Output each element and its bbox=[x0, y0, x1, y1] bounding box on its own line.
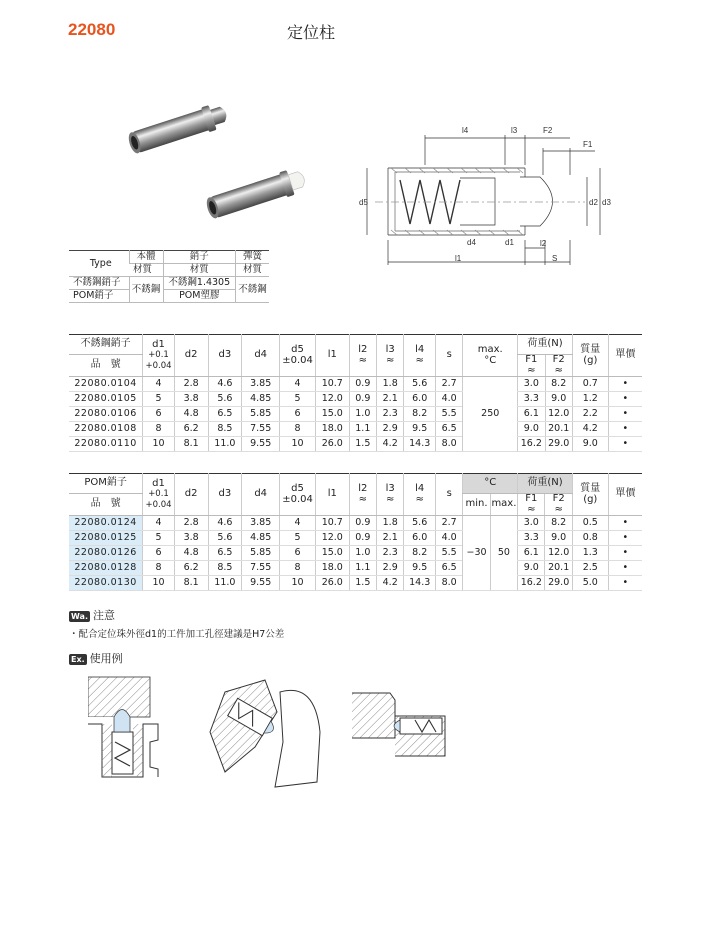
cell-g: 5.0 bbox=[572, 576, 608, 591]
dim-l2: l2 bbox=[540, 239, 547, 248]
t2-header-d1: d1 +0.1 +0.04 bbox=[143, 474, 175, 516]
cell-d1: 4 bbox=[143, 516, 175, 531]
cell-d5: 10 bbox=[280, 576, 316, 591]
t1-header-l1: l1 bbox=[315, 335, 349, 377]
example-title: 使用例 bbox=[89, 652, 123, 665]
cell-l4: 5.6 bbox=[404, 516, 436, 531]
table-row bbox=[69, 516, 642, 531]
dim-d3: d3 bbox=[602, 198, 611, 207]
page-title: 定位柱 bbox=[287, 23, 336, 42]
cell-d1: 8 bbox=[143, 561, 175, 576]
mat-body: 不銹鋼 bbox=[129, 277, 163, 303]
mat-header-type: Type bbox=[69, 251, 129, 277]
cell-F2: 8.2 bbox=[545, 516, 572, 531]
cell-l2: 0.9 bbox=[349, 516, 376, 531]
cell-temp-min: −30 bbox=[463, 516, 490, 591]
cell-d2: 4.8 bbox=[174, 546, 208, 561]
cell-g: 0.8 bbox=[572, 531, 608, 546]
product-photo-pom bbox=[198, 160, 318, 225]
cell-l1: 26.0 bbox=[315, 576, 349, 591]
cell-F1: 9.0 bbox=[518, 561, 545, 576]
cell-g: 9.0 bbox=[572, 437, 608, 452]
t2-header-l4: l4 ≈ bbox=[404, 474, 436, 516]
cell-p: • bbox=[608, 392, 642, 407]
t2-header-l1: l1 bbox=[315, 474, 349, 516]
t1-header-pin: 不銹鋼銷子 bbox=[69, 335, 143, 355]
cell-d5: 6 bbox=[280, 407, 316, 422]
cell-l3: 4.2 bbox=[377, 437, 404, 452]
cell-s: 4.0 bbox=[435, 531, 462, 546]
mat-type-steel: 不銹鋼銷子 bbox=[69, 277, 129, 290]
cell-l1: 18.0 bbox=[315, 422, 349, 437]
t2-header-d2: d2 bbox=[174, 474, 208, 516]
t2-header-c: °C bbox=[463, 474, 518, 494]
cell-s: 2.7 bbox=[435, 516, 462, 531]
t1-header-d3: d3 bbox=[208, 335, 242, 377]
cell-g: 1.2 bbox=[572, 392, 608, 407]
t2-header-min: min. bbox=[463, 494, 490, 516]
cell-d3: 4.6 bbox=[208, 377, 242, 392]
cell-l3: 4.2 bbox=[377, 576, 404, 591]
cell-F2: 9.0 bbox=[545, 392, 572, 407]
cell-pn: 22080.0124 bbox=[69, 516, 143, 531]
cell-d2: 2.8 bbox=[174, 516, 208, 531]
cell-d4: 5.85 bbox=[242, 546, 280, 561]
cell-l1: 12.0 bbox=[315, 531, 349, 546]
cell-d4: 3.85 bbox=[242, 516, 280, 531]
cell-l2: 1.1 bbox=[349, 422, 376, 437]
cell-d4: 9.55 bbox=[242, 437, 280, 452]
t2-header-pin: POM銷子 bbox=[69, 474, 143, 494]
t1-header-d1: d1 +0.1 +0.04 bbox=[143, 335, 175, 377]
cell-p: • bbox=[608, 377, 642, 392]
cell-pn: 22080.0105 bbox=[69, 392, 143, 407]
table-row bbox=[69, 561, 642, 576]
cell-s: 8.0 bbox=[435, 576, 462, 591]
cell-l3: 1.8 bbox=[377, 516, 404, 531]
cell-d4: 5.85 bbox=[242, 407, 280, 422]
dim-s: S bbox=[552, 254, 558, 263]
mat-type-pom: POM銷子 bbox=[69, 290, 129, 303]
cell-d1: 4 bbox=[143, 377, 175, 392]
cell-F1: 9.0 bbox=[518, 422, 545, 437]
example-tag: Ex. bbox=[71, 655, 85, 664]
cell-l4: 9.5 bbox=[404, 422, 436, 437]
note-text: ・配合定位珠外徑d1的工件加工孔徑建議是H7公差 bbox=[69, 629, 285, 640]
cell-l1: 18.0 bbox=[315, 561, 349, 576]
cell-F1: 16.2 bbox=[518, 437, 545, 452]
cell-l3: 2.3 bbox=[377, 407, 404, 422]
cell-F2: 29.0 bbox=[545, 437, 572, 452]
cell-d1: 5 bbox=[143, 531, 175, 546]
cell-F1: 3.0 bbox=[518, 377, 545, 392]
cell-p: • bbox=[608, 437, 642, 452]
dim-d4: d4 bbox=[467, 238, 476, 247]
note-heading bbox=[69, 607, 115, 623]
t2-header-d5: d5 ±0.04 bbox=[280, 474, 316, 516]
cell-F2: 12.0 bbox=[545, 546, 572, 561]
table-row bbox=[69, 437, 642, 452]
cell-s: 2.7 bbox=[435, 377, 462, 392]
dim-l3: l3 bbox=[511, 126, 518, 135]
t1-header-l3: l3 ≈ bbox=[377, 335, 404, 377]
cell-s: 5.5 bbox=[435, 407, 462, 422]
usage-example-2 bbox=[205, 672, 325, 792]
usage-example-3 bbox=[350, 688, 460, 758]
t2-header-max: max. bbox=[490, 494, 517, 516]
mat-pin-pom: POM塑膠 bbox=[163, 290, 235, 303]
spec-table-pom bbox=[69, 473, 642, 591]
cell-F2: 8.2 bbox=[545, 377, 572, 392]
cell-F1: 6.1 bbox=[518, 407, 545, 422]
dim-d5: d5 bbox=[359, 198, 368, 207]
cell-d3: 6.5 bbox=[208, 407, 242, 422]
cell-l2: 1.5 bbox=[349, 437, 376, 452]
cell-d2: 2.8 bbox=[174, 377, 208, 392]
cell-pn: 22080.0126 bbox=[69, 546, 143, 561]
dim-F1: F1 bbox=[583, 140, 593, 149]
dim-F2: F2 bbox=[543, 126, 553, 135]
cell-l4: 8.2 bbox=[404, 546, 436, 561]
cell-l2: 1.0 bbox=[349, 546, 376, 561]
product-code: 22080 bbox=[68, 20, 116, 39]
spec-table-steel bbox=[69, 334, 642, 452]
cell-d2: 8.1 bbox=[174, 437, 208, 452]
cell-l4: 14.3 bbox=[404, 437, 436, 452]
cell-g: 2.5 bbox=[572, 561, 608, 576]
cell-p: • bbox=[608, 531, 642, 546]
mat-header-pin: 銷子 bbox=[163, 251, 235, 264]
dim-l4: l4 bbox=[462, 126, 469, 135]
cell-l4: 6.0 bbox=[404, 392, 436, 407]
cell-l4: 5.6 bbox=[404, 377, 436, 392]
cell-F2: 20.1 bbox=[545, 422, 572, 437]
table-row bbox=[69, 377, 642, 392]
cell-s: 6.5 bbox=[435, 561, 462, 576]
dim-d2: d2 bbox=[589, 198, 598, 207]
t2-header-l2: l2 ≈ bbox=[349, 474, 376, 516]
t2-header-l3: l3 ≈ bbox=[377, 474, 404, 516]
cell-l4: 6.0 bbox=[404, 531, 436, 546]
cell-d5: 8 bbox=[280, 422, 316, 437]
t1-header-s: s bbox=[435, 335, 462, 377]
cell-l1: 26.0 bbox=[315, 437, 349, 452]
t1-header-pn: 品 號 bbox=[69, 355, 143, 377]
cell-l1: 15.0 bbox=[315, 407, 349, 422]
cell-s: 5.5 bbox=[435, 546, 462, 561]
table-row bbox=[69, 422, 642, 437]
cell-l1: 15.0 bbox=[315, 546, 349, 561]
cell-d4: 4.85 bbox=[242, 392, 280, 407]
cell-p: • bbox=[608, 576, 642, 591]
cell-d2: 8.1 bbox=[174, 576, 208, 591]
dim-d1: d1 bbox=[505, 238, 514, 247]
cell-F1: 3.3 bbox=[518, 392, 545, 407]
cell-p: • bbox=[608, 516, 642, 531]
cell-d1: 6 bbox=[143, 407, 175, 422]
cell-d2: 3.8 bbox=[174, 531, 208, 546]
cell-d2: 3.8 bbox=[174, 392, 208, 407]
cell-d3: 6.5 bbox=[208, 546, 242, 561]
mat-pin-steel: 不銹鋼1.4305 bbox=[163, 277, 235, 290]
t2-header-F1: F1 ≈ bbox=[518, 494, 545, 516]
cell-g: 2.2 bbox=[572, 407, 608, 422]
cell-l2: 0.9 bbox=[349, 531, 376, 546]
cell-pn: 22080.0108 bbox=[69, 422, 143, 437]
cell-d5: 8 bbox=[280, 561, 316, 576]
cell-p: • bbox=[608, 561, 642, 576]
t1-header-l4: l4 ≈ bbox=[404, 335, 436, 377]
cell-d3: 4.6 bbox=[208, 516, 242, 531]
cell-s: 6.5 bbox=[435, 422, 462, 437]
t2-header-pn: 品 號 bbox=[69, 494, 143, 516]
t2-header-mass: 質量 (g) bbox=[572, 474, 608, 516]
cell-pn: 22080.0110 bbox=[69, 437, 143, 452]
cell-d2: 4.8 bbox=[174, 407, 208, 422]
table-row bbox=[69, 531, 642, 546]
cell-d3: 11.0 bbox=[208, 576, 242, 591]
table-row bbox=[69, 576, 642, 591]
cell-F1: 6.1 bbox=[518, 546, 545, 561]
cell-l1: 10.7 bbox=[315, 516, 349, 531]
cell-d5: 6 bbox=[280, 546, 316, 561]
mat-header-spring: 彈簧 bbox=[235, 251, 269, 264]
cell-d3: 11.0 bbox=[208, 437, 242, 452]
cell-l2: 1.1 bbox=[349, 561, 376, 576]
t1-header-load: 荷重(N) bbox=[518, 335, 573, 355]
cell-d1: 10 bbox=[143, 576, 175, 591]
cell-d5: 5 bbox=[280, 392, 316, 407]
cell-g: 0.7 bbox=[572, 377, 608, 392]
cell-p: • bbox=[608, 422, 642, 437]
cell-l2: 1.5 bbox=[349, 576, 376, 591]
cell-d3: 5.6 bbox=[208, 392, 242, 407]
note-title: 注意 bbox=[92, 609, 115, 622]
cell-d3: 8.5 bbox=[208, 422, 242, 437]
cell-d2: 6.2 bbox=[174, 422, 208, 437]
cell-d4: 4.85 bbox=[242, 531, 280, 546]
t1-header-F1: F1 ≈ bbox=[518, 355, 545, 377]
cell-l3: 2.9 bbox=[377, 561, 404, 576]
t1-header-d4: d4 bbox=[242, 335, 280, 377]
t1-header-d2: d2 bbox=[174, 335, 208, 377]
t1-header-price: 單價 bbox=[608, 335, 642, 377]
cell-p: • bbox=[608, 546, 642, 561]
cell-pn: 22080.0128 bbox=[69, 561, 143, 576]
table-row bbox=[69, 546, 642, 561]
cell-l2: 0.9 bbox=[349, 377, 376, 392]
cell-d4: 7.55 bbox=[242, 561, 280, 576]
cell-pn: 22080.0130 bbox=[69, 576, 143, 591]
cell-l3: 2.9 bbox=[377, 422, 404, 437]
cell-d1: 8 bbox=[143, 422, 175, 437]
mat-header-pin2: 材質 bbox=[163, 264, 235, 277]
cell-d5: 10 bbox=[280, 437, 316, 452]
cell-l3: 2.1 bbox=[377, 392, 404, 407]
cell-d1: 6 bbox=[143, 546, 175, 561]
example-heading bbox=[69, 650, 123, 666]
cell-F2: 9.0 bbox=[545, 531, 572, 546]
cell-d5: 4 bbox=[280, 377, 316, 392]
cell-d2: 6.2 bbox=[174, 561, 208, 576]
cell-l2: 1.0 bbox=[349, 407, 376, 422]
cell-l4: 8.2 bbox=[404, 407, 436, 422]
cell-l4: 14.3 bbox=[404, 576, 436, 591]
cell-l3: 1.8 bbox=[377, 377, 404, 392]
t1-header-F2: F2 ≈ bbox=[545, 355, 572, 377]
cell-F2: 20.1 bbox=[545, 561, 572, 576]
cell-l4: 9.5 bbox=[404, 561, 436, 576]
cell-l3: 2.3 bbox=[377, 546, 404, 561]
mat-header-spring2: 材質 bbox=[235, 264, 269, 277]
cell-d5: 4 bbox=[280, 516, 316, 531]
t1-header-mass: 質量 (g) bbox=[572, 335, 608, 377]
cell-l1: 10.7 bbox=[315, 377, 349, 392]
cell-d4: 9.55 bbox=[242, 576, 280, 591]
cell-F2: 29.0 bbox=[545, 576, 572, 591]
t2-header-s: s bbox=[435, 474, 462, 516]
cell-pn: 22080.0106 bbox=[69, 407, 143, 422]
technical-drawing bbox=[355, 120, 625, 280]
t1-header-max: max. °C bbox=[463, 335, 518, 377]
cell-d5: 5 bbox=[280, 531, 316, 546]
t2-header-price: 單價 bbox=[608, 474, 642, 516]
cell-d1: 10 bbox=[143, 437, 175, 452]
cell-d3: 8.5 bbox=[208, 561, 242, 576]
cell-p: • bbox=[608, 407, 642, 422]
cell-temp-max: 250 bbox=[463, 377, 518, 452]
cell-temp-max: 50 bbox=[490, 516, 517, 591]
cell-g: 4.2 bbox=[572, 422, 608, 437]
mat-header-body2: 材質 bbox=[129, 264, 163, 277]
cell-F2: 12.0 bbox=[545, 407, 572, 422]
t2-header-d4: d4 bbox=[242, 474, 280, 516]
mat-header-body: 本體 bbox=[129, 251, 163, 264]
cell-g: 0.5 bbox=[572, 516, 608, 531]
cell-l3: 2.1 bbox=[377, 531, 404, 546]
cell-F1: 3.0 bbox=[518, 516, 545, 531]
cell-d3: 5.6 bbox=[208, 531, 242, 546]
cell-s: 4.0 bbox=[435, 392, 462, 407]
cell-l2: 0.9 bbox=[349, 392, 376, 407]
product-photo-steel bbox=[120, 95, 240, 160]
note-tag: Wa. bbox=[71, 612, 88, 621]
mat-spring: 不銹鋼 bbox=[235, 277, 269, 303]
table-row bbox=[69, 407, 642, 422]
t2-header-F2: F2 ≈ bbox=[545, 494, 572, 516]
usage-example-1 bbox=[88, 672, 168, 782]
cell-d4: 7.55 bbox=[242, 422, 280, 437]
cell-l1: 12.0 bbox=[315, 392, 349, 407]
cell-pn: 22080.0125 bbox=[69, 531, 143, 546]
table-row bbox=[69, 392, 642, 407]
t1-header-l2: l2 ≈ bbox=[349, 335, 376, 377]
t2-header-d3: d3 bbox=[208, 474, 242, 516]
cell-d4: 3.85 bbox=[242, 377, 280, 392]
cell-g: 1.3 bbox=[572, 546, 608, 561]
cell-pn: 22080.0104 bbox=[69, 377, 143, 392]
material-table bbox=[69, 250, 269, 303]
cell-F1: 16.2 bbox=[518, 576, 545, 591]
cell-F1: 3.3 bbox=[518, 531, 545, 546]
t1-header-d5: d5 ±0.04 bbox=[280, 335, 316, 377]
cell-d1: 5 bbox=[143, 392, 175, 407]
dim-l1: l1 bbox=[455, 254, 462, 263]
t2-header-load: 荷重(N) bbox=[518, 474, 573, 494]
cell-s: 8.0 bbox=[435, 437, 462, 452]
